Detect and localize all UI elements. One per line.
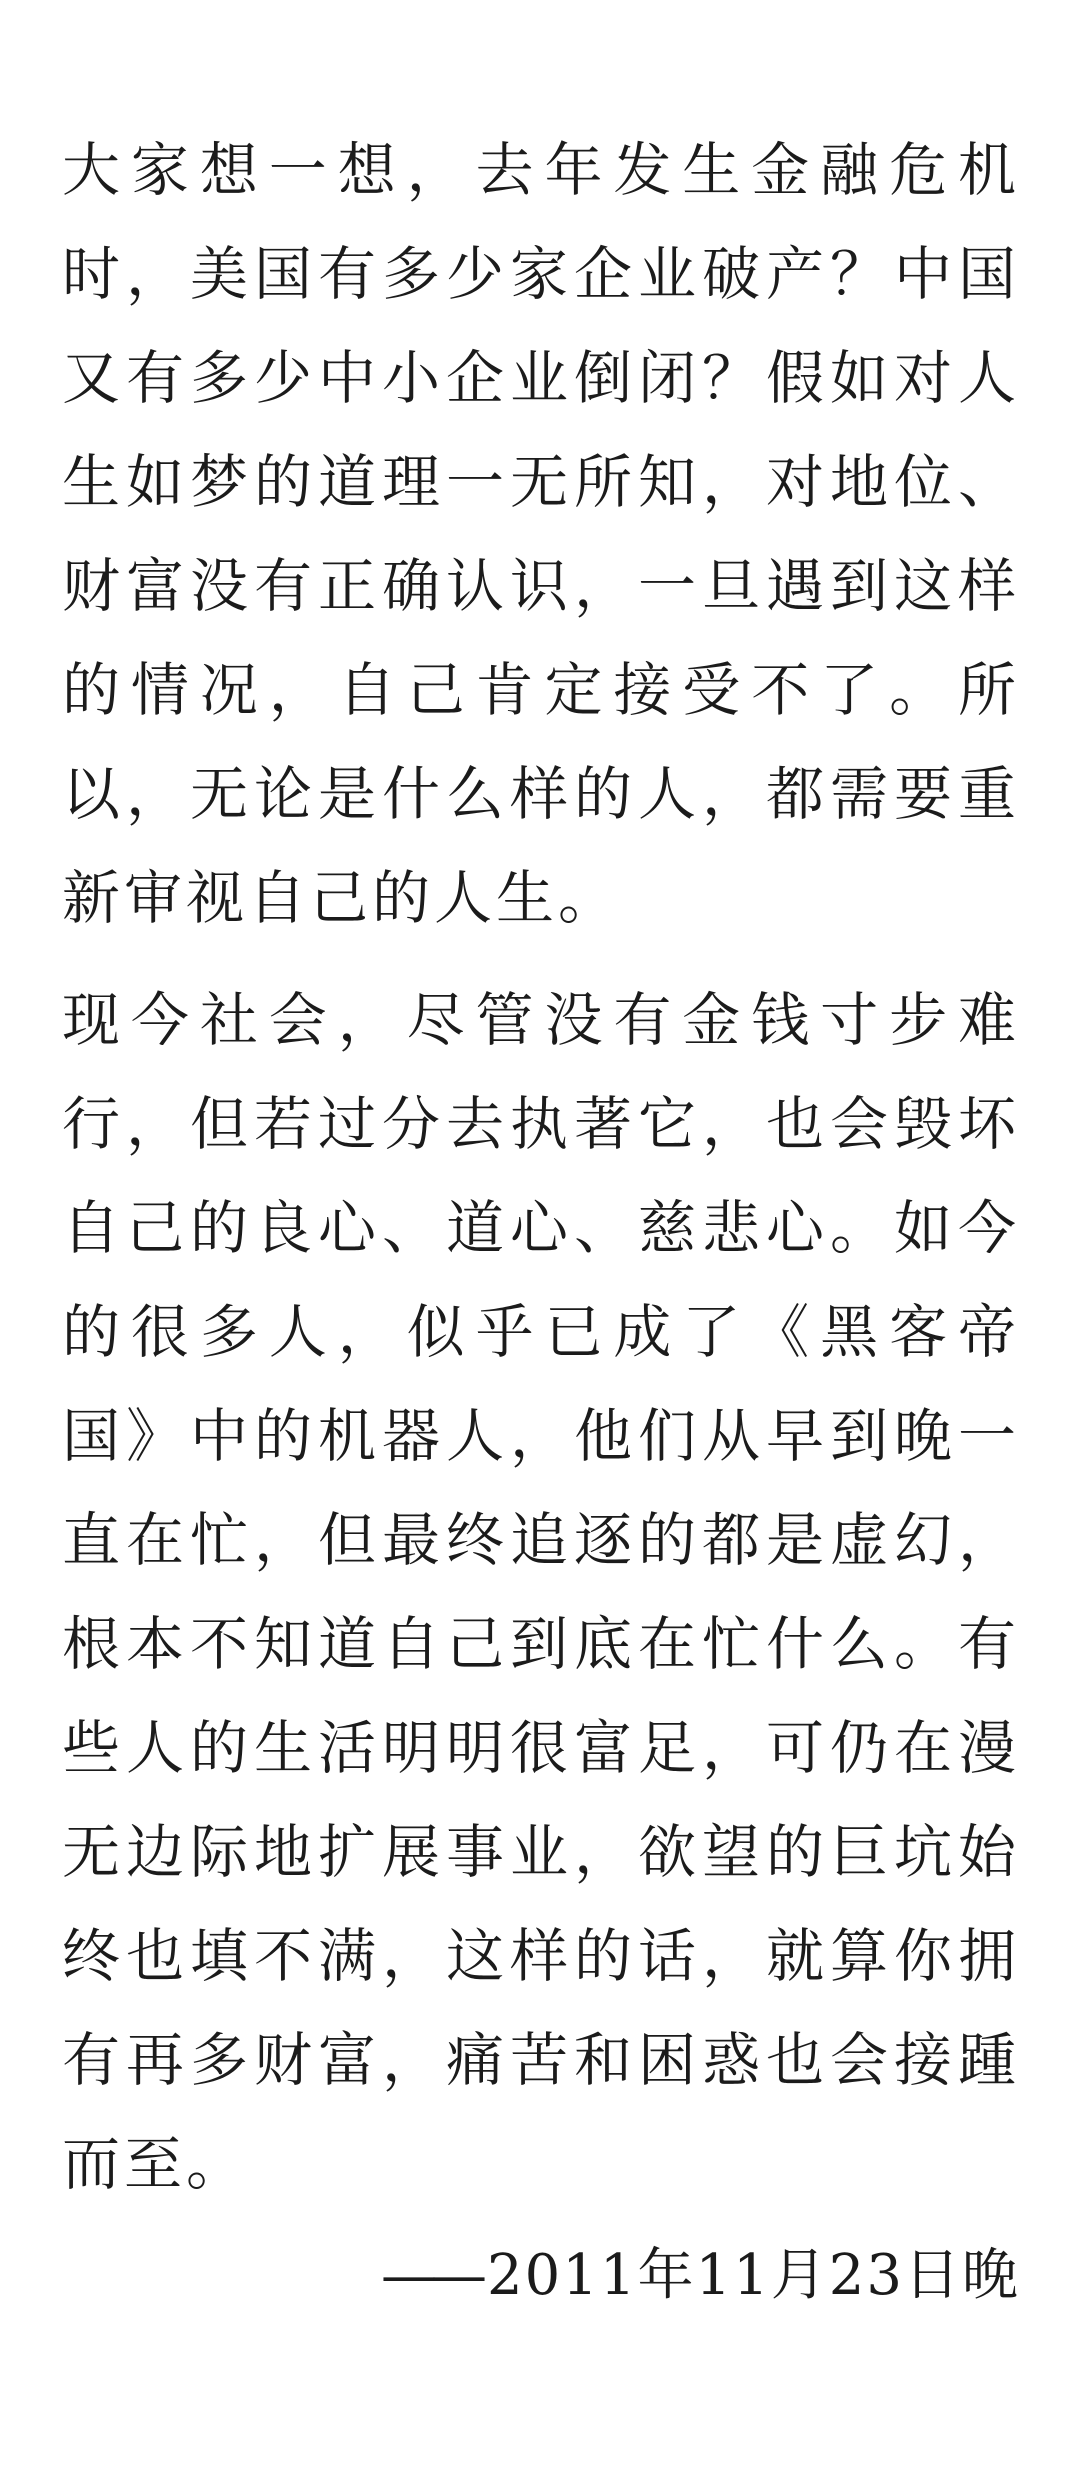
document-page bbox=[62, 118, 1020, 2328]
body-paragraph-2: 现今社会，尽管没有金钱寸步难行，但若过分去执著它，也会毁坏自己的良心、道心、慈悲心。如今的很多人，似乎已成了《黑客帝国》中的机器人，他们从早到晚一直在忙，但最终追逐的都是虚幻，根本不知道自己到底在忙什么。有些人的生活明明很富足，可仍在漫无边际地扩展事业，欲望的巨坑始终也填不满，这样的话，就算你拥有再多财富，痛苦和困惑也会接踵而至。 bbox=[62, 986, 1020, 2198]
signature-dash: —— bbox=[380, 2243, 481, 2308]
date-signature bbox=[62, 2224, 1020, 2328]
body-paragraph-1: 大家想一想，去年发生金融危机时，美国有多少家企业破产？中国又有多少中小企业倒闭？假如对人生如梦的道理一无所知，对地位、财富没有正确认识，一旦遇到这样的情况，自己肯定接受不了。所以，无论是什么样的人，都需要重新审视自己的人生。 bbox=[62, 136, 1020, 932]
signature-date: 2011年11月23日晚 bbox=[486, 2243, 1020, 2308]
